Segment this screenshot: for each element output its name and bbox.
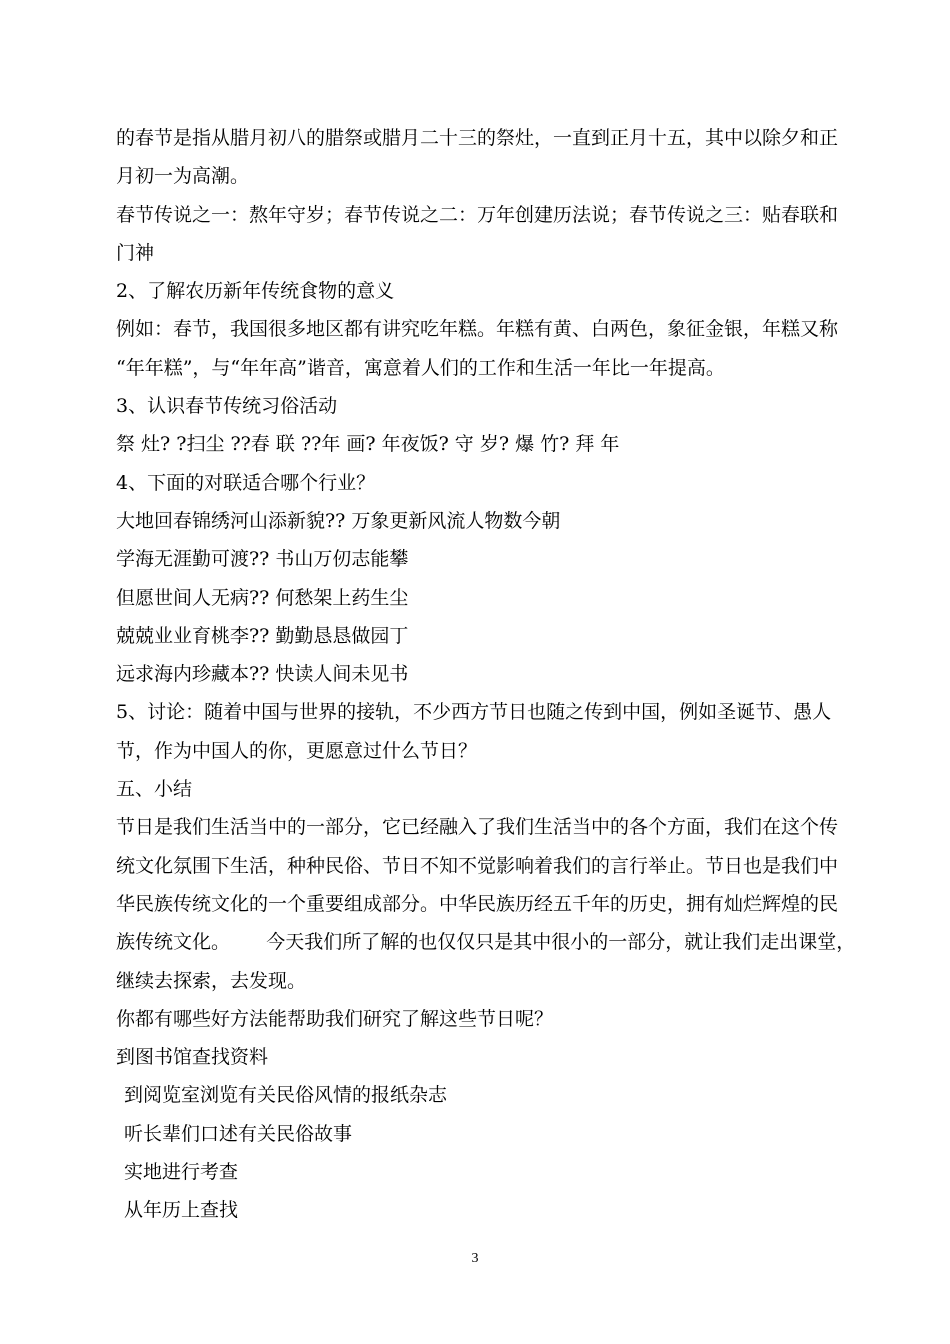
text-line: 例如：春节，我国很多地区都有讲究吃年糕。年糕有黄、白两色，象征金银，年糕又称 [116, 318, 839, 341]
couplet-line: 学海无涯勤可渡?? 书山万仞志能攀 [116, 548, 409, 571]
text-line: 族传统文化。 今天我们所了解的也仅仅只是其中很小的一部分，就让我们走出课堂， [116, 931, 856, 954]
list-item: 听长辈们口述有关民俗故事 [124, 1122, 353, 1145]
list-item: 从年历上查找 [124, 1199, 239, 1222]
text-line: 统文化氛围下生活，种种民俗、节日不知不觉影响着我们的言行举止。节日也是我们中 [116, 854, 839, 877]
document-body [116, 119, 856, 1230]
text-line: 祭 灶? ?扫尘 ??春 联 ??年 画? 年夜饭? 守 岁? 爆 竹? 拜 年 [116, 433, 620, 456]
list-item: 实地进行考查 [124, 1161, 239, 1184]
section-heading: 3、认识春节传统习俗活动 [116, 395, 338, 418]
page-number: 3 [471, 1251, 479, 1266]
couplet-line: 大地回春锦绣河山添新貌?? 万象更新风流人物数今朝 [116, 509, 561, 532]
couplet-line: 但愿世间人无病?? 何愁架上药生尘 [116, 586, 409, 609]
text-line: 月初一为高潮。 [116, 165, 250, 188]
section-heading: 五、小结 [116, 778, 193, 801]
text-line: 华民族传统文化的一个重要组成部分。中华民族历经五千年的历史，拥有灿烂辉煌的民 [116, 892, 839, 915]
list-item: 到图书馆查找资料 [116, 1046, 269, 1069]
text-line: 门神 [116, 241, 155, 264]
text-line: 的春节是指从腊月初八的腊祭或腊月二十三的祭灶，一直到正月十五，其中以除夕和正 [116, 127, 839, 149]
text-line: 节日是我们生活当中的一部分，它已经融入了我们生活当中的各个方面，我们在这个传 [116, 816, 839, 839]
text-line: 春节传说之一：熬年守岁；春节传说之二：万年创建历法说；春节传说之三：贴春联和 [116, 203, 839, 226]
section-heading: 2、了解农历新年传统食物的意义 [116, 280, 395, 303]
text-line: 节，作为中国人的你，更愿意过什么节日？ [116, 739, 478, 762]
text-line: 你都有哪些好方法能帮助我们研究了解这些节日呢？ [116, 1007, 554, 1030]
couplet-line: 远求海内珍藏本?? 快读人间未见书 [116, 663, 409, 686]
section-heading: 5、讨论：随着中国与世界的接轨，不少西方节日也随之传到中国，例如圣诞节、愚人 [116, 701, 832, 724]
list-item: 到阅览室浏览有关民俗风情的报纸杂志 [124, 1084, 448, 1107]
text-line: 继续去探索，去发现。 [116, 969, 307, 992]
text-line: “年年糕”，与“年年高”谐音，寓意着人们的工作和生活一年比一年提高。 [116, 356, 725, 379]
section-heading: 4、下面的对联适合哪个行业？ [116, 471, 376, 494]
couplet-line: 兢兢业业育桃李?? 勤勤恳恳做园丁 [116, 624, 409, 647]
